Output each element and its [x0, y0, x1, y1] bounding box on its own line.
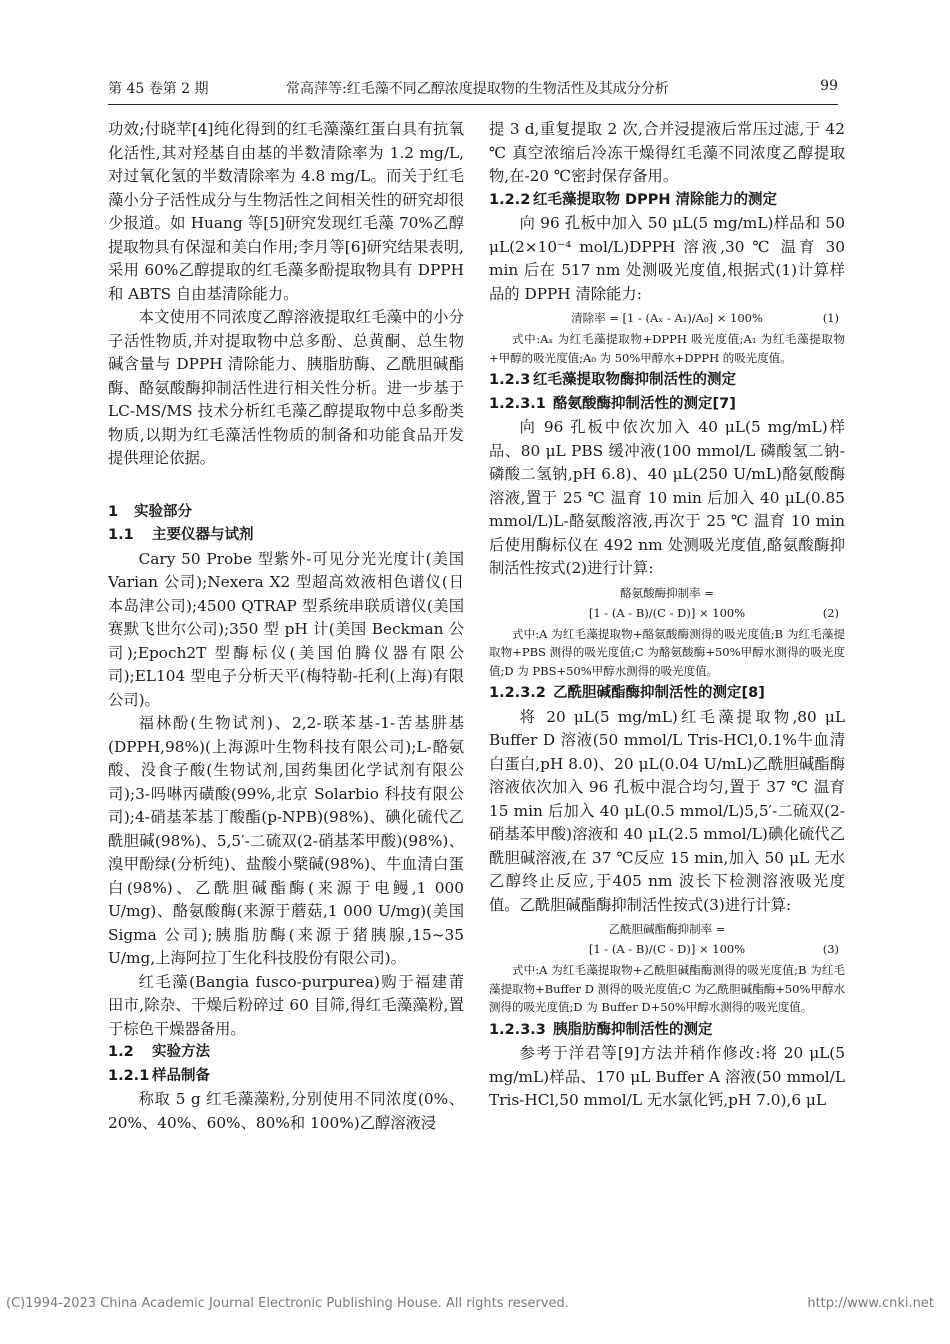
paragraph-ache-method: 将 20 μL(5 mg/mL)红毛藻提取物,80 μL Buffer D 溶液(50 mmol/L Tris-HCl,0.1%牛血清白蛋白,pH 8.0)、20 μL(0.04 U/mL)乙酰胆碱酯酶溶液依次加入 96 孔板中混合均匀,置于 37 ℃ 温育 15 min 后加入 40 μL(0.5 mmol/L)5,5′-二硫双(2-硝基苯甲酸)溶液和 40 μL(2.5 mmol/L)碘化硫代乙酰胆碱溶液,在 37 ℃反应 15 min,加入 50 μL 无水乙醇终止反应,于405 nm 波长下检测溶液吸光度值。乙酰胆碱酯酶抑制活性按式(3)进行计算:: [489, 707, 845, 914]
equation-rhs: [1 - (A - B)/(C - D)] × 100%: [588, 942, 746, 956]
section-heading-1-2-3-3: [489, 1019, 845, 1043]
paragraph-intro-continued: 功效;付晓苹[4]纯化得到的红毛藻藻红蛋白具有抗氧化活性,其对羟基自由基的半数清除率为 1.2 mg/L,对过氧化氢的半数清除率为 4.8 mg/L。而关于红毛藻小分子活性成分与生物活性之间相关性的研究却很少报道。如 Huang 等[5]研究发现红毛藻 70%乙醇提取物具有保湿和美白作用;李月等[6]研究结果表明,采用 60%乙醇提取的红毛藻多酚提取物具有 DPPH 和 ABTS 自由基清除能力。: [108, 120, 464, 303]
section-number: 1.2.3.3: [489, 1021, 546, 1038]
section-title: 样品制备: [152, 1067, 210, 1084]
paragraph-study-aim: 本文使用不同浓度乙醇溶液提取红毛藻中的小分子活性物质,并对提取物中总多酚、总黄酮、总生物碱含量与 DPPH 清除能力、胰脂肪酶、乙酰胆碱酯酶、酪氨酸酶抑制活性进行相关性分析。进一步基于 LC-MS/MS 技术分析红毛藻乙醇提取物中总多酚类物质,以期为红毛藻活性物质的制备和功能食品开发提供理论依据。: [108, 308, 464, 467]
section-title: 红毛藻提取物酶抑制活性的测定: [533, 372, 736, 388]
paragraph-lipase-method: 参考于洋君等[9]方法并稍作修改:将 20 μL(5 mg/mL)样品、170 μL Buffer A 溶液(50 mmol/L Tris-HCl,50 mmol/L 无水氯化钙,pH 7.0),6 μL: [489, 1044, 845, 1109]
equation-number: (1): [822, 311, 839, 325]
equation-number: (2): [822, 605, 839, 620]
section-number: 1.2.3.2: [489, 685, 546, 701]
section-title: 主要仪器与试剂: [152, 527, 254, 543]
equation-2: [489, 583, 845, 623]
page-number: 99: [820, 78, 838, 94]
section-number: 1.2.3.1: [489, 395, 546, 412]
section-number: 1.2: [108, 1044, 134, 1060]
section-title: 实验方法: [152, 1044, 210, 1060]
journal-volume-issue: 第 45 卷第 2 期: [108, 81, 209, 97]
section-number: 1.2.1: [108, 1067, 150, 1084]
section-title: 乙酰胆碱酯酶抑制活性的测定[8]: [553, 685, 765, 701]
copyright-notice: (C)1994-2023 China Academic Journal Electronic Publishing House. All rights reserved.: [6, 1296, 569, 1311]
equation-3-note: 式中:A 为红毛藻提取物+乙酰胆碱酯酶测得的吸光度值;B 为红毛藻提取物+Buffer D 测得的吸光度值;C 为乙酰胆碱酯酶+50%甲醇水测得的吸光度值;D 为 Buffer D+50%甲醇水测得的吸光度值。: [489, 963, 845, 1014]
section-heading-1-1: [108, 524, 464, 548]
running-header: [108, 78, 838, 100]
section-heading-1-2: [108, 1041, 464, 1065]
cnki-link[interactable]: http://www.cnki.net: [807, 1296, 934, 1311]
section-number: 1.2.3: [489, 372, 531, 388]
section-title: 酪氨酸酶抑制活性的测定[7]: [553, 395, 736, 412]
equation-lhs: 乙酰胆碱酯酶抑制率 =: [608, 922, 726, 936]
equation-number: (3): [822, 942, 839, 956]
equation-1-note: 式中:Aₓ 为红毛藻提取物+DPPH 吸光度值;A₁ 为红毛藻提取物+甲醇的吸光度值;A₀ 为 50%甲醇水+DPPH 的吸光度值。: [489, 332, 845, 365]
paragraph-material: 红毛藻(Bangia fusco-purpurea)购于福建莆田市,除杂、干燥后粉碎过 60 目筛,得红毛藻藻粉,置于棕色干燥器备用。: [108, 972, 464, 1038]
section-heading-1-2-3-1: [489, 393, 845, 417]
left-column: [108, 118, 464, 1135]
paragraph-tyrosinase-method: 向 96 孔板中依次加入 40 μL(5 mg/mL)样品、80 μL PBS 缓冲液(100 mmol/L 磷酸氢二钠-磷酸二氢钠,pH 6.8)、40 μL(250 U/mL)酪氨酸酶溶液,置于 25 ℃ 温育 10 min 后加入 40 μL(0.85 mmol/L)L-酪氨酸溶液,再次于 25 ℃ 温育 10 min 后使用酶标仪在 492 nm 处测吸光度值,酪氨酸酶抑制活性按式(2)进行计算:: [489, 418, 845, 577]
section-heading-1-2-1: [108, 1065, 464, 1089]
equation-3: [489, 919, 845, 959]
running-title: 常高萍等:红毛藻不同乙醇浓度提取物的生物活性及其成分分析: [286, 81, 669, 97]
paragraph-instruments: Cary 50 Probe 型紫外-可见分光光度计(美国 Varian 公司);Nexera X2 型超高效液相色谱仪(日本岛津公司);4500 QTRAP 型系统串联质谱仪(美国赛默飞世尔公司);350 型 pH 计(美国 Beckman 公司);Epoch2T 型酶标仪(美国伯腾仪器有限公司);EL104 型电子分析天平(梅特勒-托利(上海)有限公司)。: [108, 549, 464, 709]
section-heading-1-2-3: [489, 369, 845, 393]
section-heading-1: [108, 501, 464, 525]
paragraph-sample-prep-continued: 提 3 d,重复提取 2 次,合并浸提液后常压过滤,于 42 ℃ 真空浓缩后冷冻干燥得红毛藻不同浓度乙醇提取物,在-20 ℃密封保存备用。: [489, 120, 845, 185]
paragraph-sample-prep: 称取 5 g 红毛藻藻粉,分别使用不同浓度(0%、20%、40%、60%、80%和 100%)乙醇溶液浸: [108, 1090, 464, 1132]
right-column: [489, 118, 845, 1113]
section-number: 1: [108, 503, 119, 520]
paragraph-reagents: 福林酚(生物试剂)、2,2-联苯基-1-苦基肼基(DPPH,98%)(上海源叶生物科技有限公司);L-酪氨酸、没食子酸(生物试剂,国药集团化学试剂有限公司);3-吗啉丙磺酸(99%,北京 Solarbio 科技有限公司);4-硝基苯基丁酸酯(p-NPB)(98%)、碘化硫代乙酰胆碱(98%)、5,5′-二硫双(2-硝基苯甲酸)(98%)、溴甲酚绿(分析纯)、盐酸小檗碱(98%)、牛血清白蛋白(98%)、乙酰胆碱酯酶(来源于电鳗,1 000 U/mg)、酪氨酸酶(来源于蘑菇,1 000 U/mg)(美国 Sigma 公司);胰脂肪酶(来源于猪胰腺,15~35 U/mg,上海阿拉丁生化科技股份有限公司)。: [108, 714, 464, 967]
equation-1: [489, 308, 845, 328]
equation-2-note: 式中:A 为红毛藻提取物+酪氨酸酶测得的吸光度值;B 为红毛藻提取物+PBS 测得的吸光度值;C 为酪氨酸酶+50%甲醇水测得的吸光度值;D 为 PBS+50%甲醇水测得的吸光度值。: [489, 626, 845, 678]
equation-body: 清除率 = [1 - (Aₓ - A₁)/A₀] × 100%: [571, 311, 763, 325]
section-heading-1-2-3-2: [489, 682, 845, 706]
section-title: 实验部分: [134, 503, 192, 520]
equation-rhs: [1 - (A - B)/(C - D)] × 100%: [588, 605, 746, 620]
header-rule: [108, 104, 838, 105]
equation-lhs: 酪氨酸酶抑制率 =: [620, 585, 714, 600]
paragraph-dpph-method: 向 96 孔板中加入 50 μL(5 mg/mL)样品和 50 μL(2×10⁻⁴ mol/L)DPPH 溶液,30 ℃ 温育 30 min 后在 517 nm 处测吸光度值,根据式(1)计算样品的 DPPH 清除能力:: [489, 214, 845, 303]
section-heading-1-2-2: [489, 189, 845, 213]
section-number: 1.1: [108, 527, 134, 543]
section-title: 胰脂肪酶抑制活性的测定: [553, 1021, 713, 1038]
section-number: 1.2.2: [489, 191, 531, 208]
section-title: 红毛藻提取物 DPPH 清除能力的测定: [533, 191, 778, 208]
